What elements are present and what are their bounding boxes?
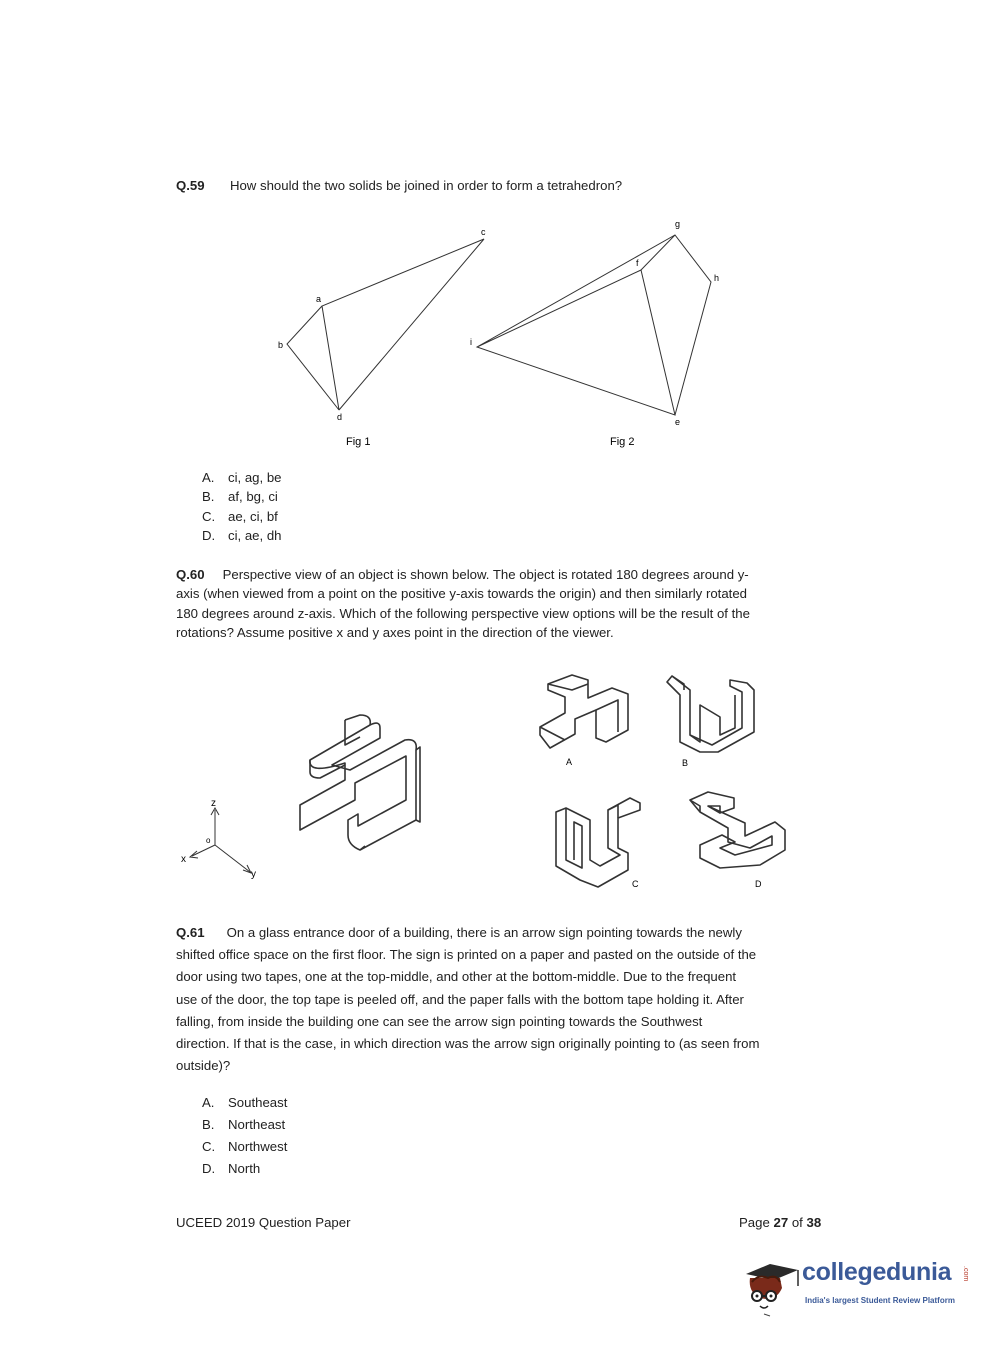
q61-number: Q.61 [176,925,205,940]
vertex-b: b [278,340,284,350]
q61-option-b[interactable]: B. Northeast [202,1117,286,1132]
mascot-icon [740,1252,800,1320]
q59-option-b[interactable]: B. af, bg, ci [202,489,278,505]
page-number: Page 27 of 38 [739,1215,822,1230]
footer-title: UCEED 2019 Question Paper [176,1215,351,1230]
q61-option-c[interactable]: C. Northwest [202,1139,288,1154]
fig2-solid [477,235,711,415]
q60-figure [0,660,1002,900]
logo-tld: .com [962,1266,969,1282]
q60-question: Q.60 Perspective view of an object is shown below. The object is rotated 180 degrees around y- axis (when viewed from a point on the positive y-axis towards the origin) and then similarly rotated 180 degrees around z-axis. Which of the following perspective view options will be the result of the rotations? Assume positive x and y axes point in the direction of the viewer. [176,567,750,641]
q59-option-c[interactable]: C. ae, ci, bf [202,508,278,524]
q61-question: Q.61 On a glass entrance door of a building, there is an arrow sign pointing towards the newly shifted office space on the first floor. The sign is printed on a paper and pasted on the outside of the door using two tapes, one at the top-middle, and other at the bottom-middle. Due to the frequent use of the door, the top tape is peeled off, and the paper falls with the bottom tape holding it. After falling, from inside the building one can see the arrow sign pointing towards the Southwest direction. If that is the case, in which direction was the arrow sign originally pointing to (as seen from outside)? [176,925,760,1074]
collegedunia-logo [740,1252,980,1322]
axis-origin-label: o [206,836,211,845]
fig2-label: Fig 2 [610,436,635,448]
q61-option-a[interactable]: A. Southeast [202,1095,288,1110]
vertex-g: g [675,219,681,229]
vertex-a: a [316,294,322,304]
vertex-c: c [481,227,486,237]
option-a-view [540,675,628,748]
logo-tagline: India's largest Student Review Platform [805,1296,955,1305]
axis-diagram [190,808,251,873]
axis-y-label: y [251,869,256,880]
option-b-label: B [682,758,689,768]
vertex-e: e [675,417,681,427]
q61-option-d[interactable]: D. North [202,1161,261,1176]
option-b-view [667,676,754,752]
option-d-view [690,792,785,868]
vertex-i: i [470,337,472,347]
fig1-solid [287,239,484,410]
q59-figure [0,210,1002,455]
q59-question-text: How should the two solids be joined in order to form a tetrahedron? [229,178,623,193]
q59-option-a[interactable]: A. ci, ag, be [202,470,282,485]
original-object [300,715,420,850]
q59-options [202,468,282,546]
axis-x-label: x [181,854,186,865]
q59-header [176,176,622,195]
fig1-label: Fig 1 [346,436,371,448]
q59-option-d[interactable]: D. ci, ae, dh [202,528,282,544]
q60-number: Q.60 [176,567,205,582]
vertex-d: d [337,412,343,422]
option-c-label: C [632,879,639,889]
option-a-label: A [566,757,573,767]
q59-number: Q.59 [176,178,205,193]
q61-options [202,1092,287,1180]
option-c-view [556,798,640,887]
vertex-h: h [714,273,720,283]
option-d-label: D [755,879,762,889]
axis-z-label: z [211,798,216,809]
logo-brand: collegedunia [802,1258,952,1286]
vertex-f: f [636,258,639,268]
